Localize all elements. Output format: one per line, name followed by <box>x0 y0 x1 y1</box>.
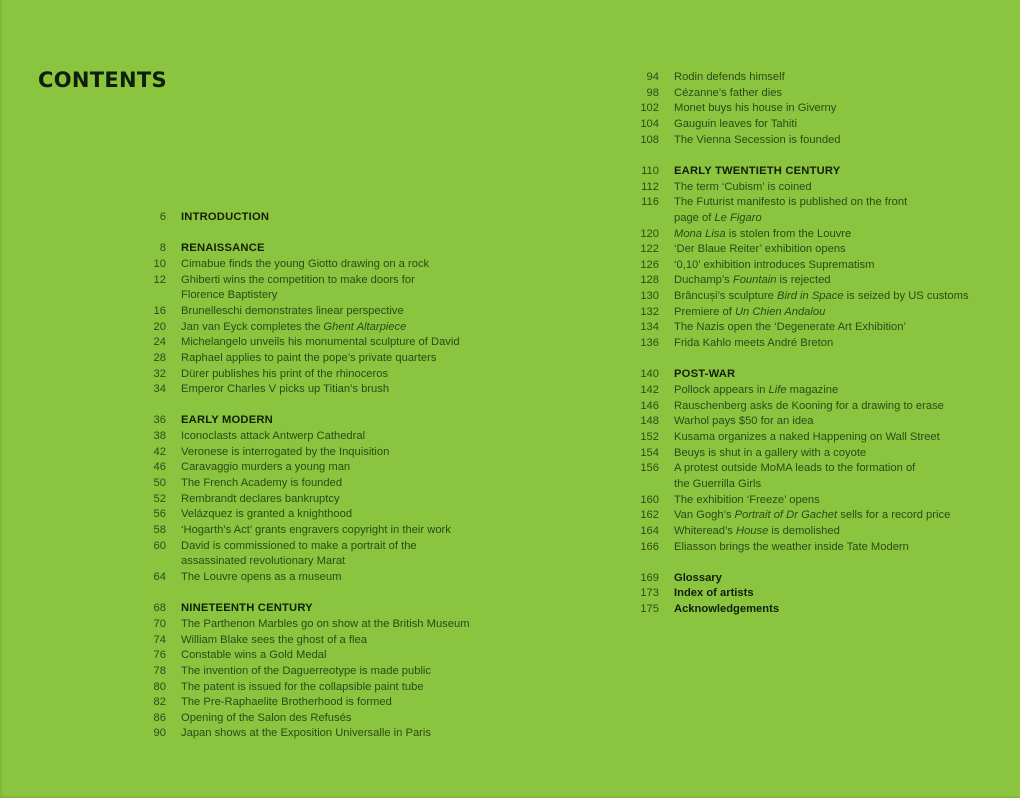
toc-entry[interactable] <box>619 227 999 243</box>
toc-entry[interactable] <box>619 320 999 336</box>
entry-title <box>181 726 486 742</box>
page-number: 16 <box>153 304 166 317</box>
page-number: 8 <box>159 242 166 255</box>
entry-title-text: The term ‘Cubism’ is coined <box>674 180 812 193</box>
entry-title-text: Emperor Charles V picks up Titian’s brush <box>181 383 390 396</box>
page-number: 152 <box>640 430 659 443</box>
entry-title <box>674 258 999 274</box>
entry-title-text: William Blake sees the ghost of a flea <box>181 633 367 646</box>
toc-entry[interactable] <box>126 617 486 633</box>
entry-title-text: Velázquez is granted a knighthood <box>181 508 353 521</box>
toc-entry[interactable] <box>126 304 486 320</box>
entry-title <box>674 227 999 243</box>
entry-title <box>181 335 486 351</box>
section-title: Acknowledgements <box>674 603 780 616</box>
toc-entry[interactable] <box>126 523 486 539</box>
page-number: 110 <box>641 164 659 177</box>
page-number: 132 <box>640 305 659 318</box>
page-number: 94 <box>646 71 659 83</box>
entry-title <box>181 273 486 289</box>
page-number: 34 <box>153 383 166 396</box>
section-title: NINETEENTH CENTURY <box>181 602 313 615</box>
entry-title-italic: Fountain <box>732 274 777 287</box>
page-number: 32 <box>153 367 166 380</box>
entry-title <box>674 117 999 133</box>
page-number: 130 <box>640 290 659 303</box>
entry-title <box>674 305 999 321</box>
entry-title-text: David is commissioned to make a portrait of the <box>181 539 417 552</box>
entry-title-italic: Mona Lisa <box>674 227 726 240</box>
entry-title-text: assassinated revolutionary Marat <box>181 555 346 568</box>
entry-title <box>181 664 486 680</box>
section-title: Index of artists <box>674 587 754 600</box>
toc-entry[interactable] <box>619 180 999 196</box>
page-number: 70 <box>153 617 166 630</box>
page-number: 120 <box>640 227 659 240</box>
entry-title-text: Whiteread’s <box>674 524 736 537</box>
page-number: 162 <box>640 509 659 522</box>
page-number: 108 <box>640 133 659 146</box>
entry-title <box>674 414 999 430</box>
entry-title <box>674 430 999 446</box>
page-number: 64 <box>153 570 166 583</box>
page-number: 142 <box>640 384 659 396</box>
toc-entry[interactable] <box>619 414 999 430</box>
toc-entry[interactable] <box>619 258 999 274</box>
entry-title-text: Ghiberti wins the competition to make doors for <box>181 273 415 286</box>
entry-title-continued <box>181 554 486 570</box>
entry-title-italic: Life <box>768 384 787 396</box>
entry-title-text: The patent is issued for the collapsible paint tube <box>181 680 424 693</box>
entry-title <box>674 540 999 556</box>
entry-title-continued <box>674 211 999 227</box>
page-number: 175 <box>640 603 659 616</box>
page-number: 42 <box>153 445 166 458</box>
toc-section <box>126 241 486 398</box>
entry-title-text: Raphael applies to paint the pope’s private quarters <box>181 351 437 364</box>
entry-title <box>181 523 486 539</box>
entry-title-text: Eliasson brings the weather inside Tate Modern <box>674 540 909 553</box>
page-number: 6 <box>159 211 166 223</box>
page-number: 136 <box>640 337 659 350</box>
entry-title-text: Rembrandt declares bankruptcy <box>181 492 340 505</box>
page-number: 128 <box>640 274 659 287</box>
toc-entry-continuation <box>619 211 999 227</box>
toc-entry[interactable] <box>126 335 486 351</box>
toc-entry[interactable] <box>126 492 486 508</box>
toc-entry[interactable] <box>619 101 999 117</box>
toc-entry[interactable] <box>126 711 486 727</box>
toc-section <box>619 367 999 555</box>
page-number: 74 <box>153 633 166 646</box>
entry-title-text: Florence Baptistery <box>181 289 278 302</box>
toc-entry[interactable] <box>126 570 486 586</box>
entry-title-text: Japan shows at the Exposition Universalle in Paris <box>181 727 431 740</box>
toc-entry-continuation <box>619 477 999 493</box>
entry-title <box>181 476 486 492</box>
toc-section-heading[interactable] <box>126 413 486 429</box>
entry-title-text: A protest outside MoMA leads to the formation of <box>674 462 916 475</box>
toc-entry[interactable] <box>619 133 999 149</box>
entry-title-text: Van Gogh’s <box>674 509 735 522</box>
entry-title-text: sells for a record price <box>837 509 951 522</box>
page-number: 36 <box>153 414 166 427</box>
page-number: 28 <box>153 351 166 364</box>
toc-back-matter <box>619 571 999 618</box>
entry-title-text: Warhol pays $50 for an idea <box>674 415 814 428</box>
page-number: 56 <box>153 508 166 521</box>
entry-title-italic: House <box>735 524 769 537</box>
toc-entry[interactable] <box>126 445 486 461</box>
entry-title-text: The exhibition ‘Freeze’ opens <box>674 493 820 506</box>
entry-title <box>181 648 486 664</box>
page-number: 112 <box>641 180 659 193</box>
toc-entry[interactable] <box>126 476 486 492</box>
page-number: 166 <box>640 540 659 553</box>
toc-entry[interactable] <box>126 507 486 523</box>
page-number: 154 <box>640 446 659 459</box>
page-number: 116 <box>641 196 659 209</box>
toc-entry[interactable] <box>126 273 486 289</box>
toc-entry[interactable] <box>619 540 999 556</box>
entry-title-text: ‘Der Blaue Reiter’ exhibition opens <box>674 243 846 256</box>
toc-entry[interactable] <box>126 320 486 336</box>
toc-back-matter-item[interactable] <box>619 586 999 602</box>
entry-title <box>674 336 999 352</box>
entry-title-text: Duchamp’s <box>674 274 733 287</box>
entry-title-text: Iconoclasts attack Antwerp Cathedral <box>181 430 366 443</box>
toc-entry[interactable] <box>619 273 999 289</box>
entry-title <box>674 180 999 196</box>
toc-section-continued <box>619 70 999 148</box>
page-title: CONTENTS <box>38 68 167 92</box>
entry-title-italic: Un Chien Andalou <box>734 305 826 318</box>
toc-entry[interactable] <box>619 430 999 446</box>
page-number: 148 <box>640 415 659 428</box>
entry-title <box>674 133 999 149</box>
section-title: EARLY MODERN <box>181 414 273 427</box>
toc-entry[interactable] <box>126 351 486 367</box>
entry-title <box>181 445 486 461</box>
entry-title-text: The Nazis open the ‘Degenerate Art Exhibition’ <box>674 321 906 334</box>
page-number: 102 <box>640 102 659 115</box>
entry-title <box>181 460 486 476</box>
toc-section-heading[interactable] <box>619 164 999 180</box>
section-title: Glossary <box>674 571 722 584</box>
entry-title-text: The Louvre opens as a museum <box>181 570 342 583</box>
entry-title <box>674 320 999 336</box>
entry-title <box>181 617 486 633</box>
entry-title <box>181 351 486 367</box>
page-number: 156 <box>640 462 659 475</box>
entry-title <box>181 680 486 696</box>
page-number: 20 <box>153 320 166 333</box>
toc-entry[interactable] <box>619 399 999 415</box>
page-number: 86 <box>153 711 166 724</box>
entry-title-text: The French Academy is founded <box>181 477 343 490</box>
entry-title <box>674 383 999 399</box>
entry-title-text: is seized by US customs <box>843 290 969 303</box>
entry-title-text: page of <box>674 211 715 224</box>
page-number: 164 <box>640 524 659 537</box>
toc-section <box>126 601 486 742</box>
entry-title-italic: Bird in Space <box>777 290 844 303</box>
entry-title <box>674 493 999 509</box>
page-number: 80 <box>153 680 166 693</box>
entry-title <box>674 461 999 477</box>
toc-section-heading[interactable] <box>126 210 486 226</box>
toc-section <box>619 164 999 352</box>
entry-title-text: The invention of the Daguerreotype is made public <box>181 664 432 677</box>
entry-title-text: The Parthenon Marbles go on show at the British Museum <box>181 617 470 630</box>
toc-entry[interactable] <box>619 383 999 399</box>
section-title: POST-WAR <box>674 368 736 381</box>
entry-title <box>674 242 999 258</box>
entry-title-italic: Le Figaro <box>714 211 762 224</box>
entry-title-text: is demolished <box>768 524 840 537</box>
toc-entry[interactable] <box>126 257 486 273</box>
entry-title-text: Brâncuși’s sculpture <box>674 290 778 303</box>
entry-title <box>181 257 486 273</box>
entry-title <box>181 320 486 336</box>
entry-title-text: Opening of the Salon des Refusés <box>181 711 352 724</box>
entry-title <box>674 273 999 289</box>
right-column <box>619 70 999 633</box>
entry-title-text: is stolen from the Louvre <box>725 227 852 240</box>
toc-entry[interactable] <box>126 460 486 476</box>
entry-title-text: Monet buys his house in Giverny <box>674 102 837 115</box>
page-number: 12 <box>153 273 166 286</box>
entry-title <box>181 633 486 649</box>
entry-title-text: ‘0,10’ exhibition introduces Suprematism <box>674 258 875 271</box>
entry-title <box>674 289 999 305</box>
entry-title <box>674 101 999 117</box>
toc-entry[interactable] <box>619 195 999 211</box>
page-number: 90 <box>153 727 166 740</box>
entry-title <box>674 524 999 540</box>
section-title: INTRODUCTION <box>181 211 270 223</box>
page-number: 140 <box>640 368 659 381</box>
toc-entry[interactable] <box>619 242 999 258</box>
entry-title <box>181 539 486 555</box>
page-number: 104 <box>640 117 659 130</box>
entry-title-text: the Guerrilla Girls <box>674 477 762 490</box>
entry-title-text: The Pre-Raphaelite Brotherhood is formed <box>181 696 392 709</box>
entry-title-text: Dürer publishes his print of the rhinoceros <box>181 367 389 380</box>
page-number: 38 <box>153 430 166 443</box>
entry-title <box>181 304 486 320</box>
entry-title-text: Gauguin leaves for Tahiti <box>674 117 797 130</box>
toc-section-heading[interactable] <box>126 601 486 617</box>
page-number: 46 <box>153 461 166 474</box>
entry-title-continued <box>181 288 486 304</box>
page-number: 76 <box>153 649 166 662</box>
toc-entry[interactable] <box>619 508 999 524</box>
entry-title <box>674 446 999 462</box>
toc-entry[interactable] <box>126 695 486 711</box>
toc-entry-continuation <box>126 554 486 570</box>
entry-title-text: Rauschenberg asks de Kooning for a drawing to erase <box>674 399 944 412</box>
toc-entry[interactable] <box>126 539 486 555</box>
entry-title-text: Constable wins a Gold Medal <box>181 649 327 662</box>
page-number: 146 <box>640 399 659 412</box>
toc-entry[interactable] <box>619 117 999 133</box>
page-number: 173 <box>640 587 659 600</box>
entry-title-text: Jan van Eyck completes the <box>181 320 324 333</box>
page-number: 50 <box>153 477 166 490</box>
entry-title <box>674 195 999 211</box>
toc-entry[interactable] <box>126 664 486 680</box>
entry-title <box>674 508 999 524</box>
toc-section-heading[interactable] <box>619 367 999 383</box>
toc-entry[interactable] <box>619 524 999 540</box>
toc-back-matter-item[interactable] <box>619 602 999 618</box>
page-number: 10 <box>153 257 166 270</box>
toc-entry[interactable] <box>126 382 486 398</box>
entry-title-text: Frida Kahlo meets André Breton <box>674 337 834 350</box>
page-number: 98 <box>646 86 659 99</box>
toc-entry[interactable] <box>619 493 999 509</box>
entry-title <box>181 429 486 445</box>
entry-title <box>674 399 999 415</box>
page-number: 78 <box>153 664 166 677</box>
entry-title <box>181 492 486 508</box>
toc-entry[interactable] <box>619 86 999 102</box>
entry-title <box>181 382 486 398</box>
toc-entry[interactable] <box>126 367 486 383</box>
entry-title-italic: Portrait of Dr Gachet <box>734 509 838 522</box>
entry-title-text: ‘Hogarth’s Act’ grants engravers copyright in their work <box>181 524 451 536</box>
entry-title-text: Rodin defends himself <box>674 71 785 83</box>
page-number: 169 <box>640 571 659 584</box>
left-column <box>126 210 486 758</box>
entry-title-text: Caravaggio murders a young man <box>181 461 351 474</box>
page-number: 134 <box>640 321 659 334</box>
entry-title-text: Brunelleschi demonstrates linear perspective <box>181 304 404 317</box>
entry-title-text: is rejected <box>776 274 831 287</box>
toc-back-matter-item[interactable] <box>619 571 999 587</box>
page-number: 24 <box>153 336 166 349</box>
page-number: 52 <box>153 492 166 505</box>
entry-title-text: Veronese is interrogated by the Inquisition <box>181 445 390 458</box>
section-title: RENAISSANCE <box>181 242 265 255</box>
entry-title-italic: Ghent Altarpiece <box>323 320 407 333</box>
toc-section <box>126 210 486 226</box>
toc-entry[interactable] <box>126 680 486 696</box>
toc-entry[interactable] <box>619 70 999 86</box>
toc-entry[interactable] <box>126 726 486 742</box>
toc-entry-continuation <box>126 288 486 304</box>
page-number: 82 <box>153 696 166 709</box>
toc-entry[interactable] <box>619 289 999 305</box>
toc-entry[interactable] <box>126 633 486 649</box>
page-number: 126 <box>640 258 659 271</box>
entry-title-text: Cimabue finds the young Giotto drawing on a rock <box>181 257 430 270</box>
toc-entry[interactable] <box>619 446 999 462</box>
entry-title-text: Kusama organizes a naked Happening on Wall Street <box>674 430 940 443</box>
entry-title <box>674 86 999 102</box>
toc-entry[interactable] <box>126 648 486 664</box>
toc-entry[interactable] <box>619 305 999 321</box>
toc-entry[interactable] <box>619 461 999 477</box>
entry-title-text: Premiere of <box>674 305 735 318</box>
entry-title-text: Pollock appears in <box>674 384 769 396</box>
entry-title-text: Beuys is shut in a gallery with a coyote <box>674 446 867 459</box>
entry-title <box>181 711 486 727</box>
page-number: 160 <box>640 493 659 506</box>
entry-title <box>181 695 486 711</box>
entry-title-text: magazine <box>786 384 839 396</box>
entry-title-text: Cézanne’s father dies <box>674 86 783 99</box>
toc-entry[interactable] <box>619 336 999 352</box>
page-number: 122 <box>640 243 659 256</box>
entry-title-text: The Futurist manifesto is published on the front <box>674 196 908 209</box>
entry-title-text: The Vienna Secession is founded <box>674 133 841 146</box>
entry-title <box>181 367 486 383</box>
page-number: 60 <box>153 539 166 552</box>
section-title: EARLY TWENTIETH CENTURY <box>674 164 841 177</box>
entry-title-continued <box>674 477 999 493</box>
toc-section <box>126 413 486 585</box>
toc-entry[interactable] <box>126 429 486 445</box>
entry-title-text: Michelangelo unveils his monumental sculpture of David <box>181 336 460 349</box>
toc-section-heading[interactable] <box>126 241 486 257</box>
entry-title <box>674 70 999 86</box>
page-number: 58 <box>153 524 166 536</box>
entry-title <box>181 507 486 523</box>
entry-title <box>181 570 486 586</box>
page-number: 68 <box>153 602 166 615</box>
